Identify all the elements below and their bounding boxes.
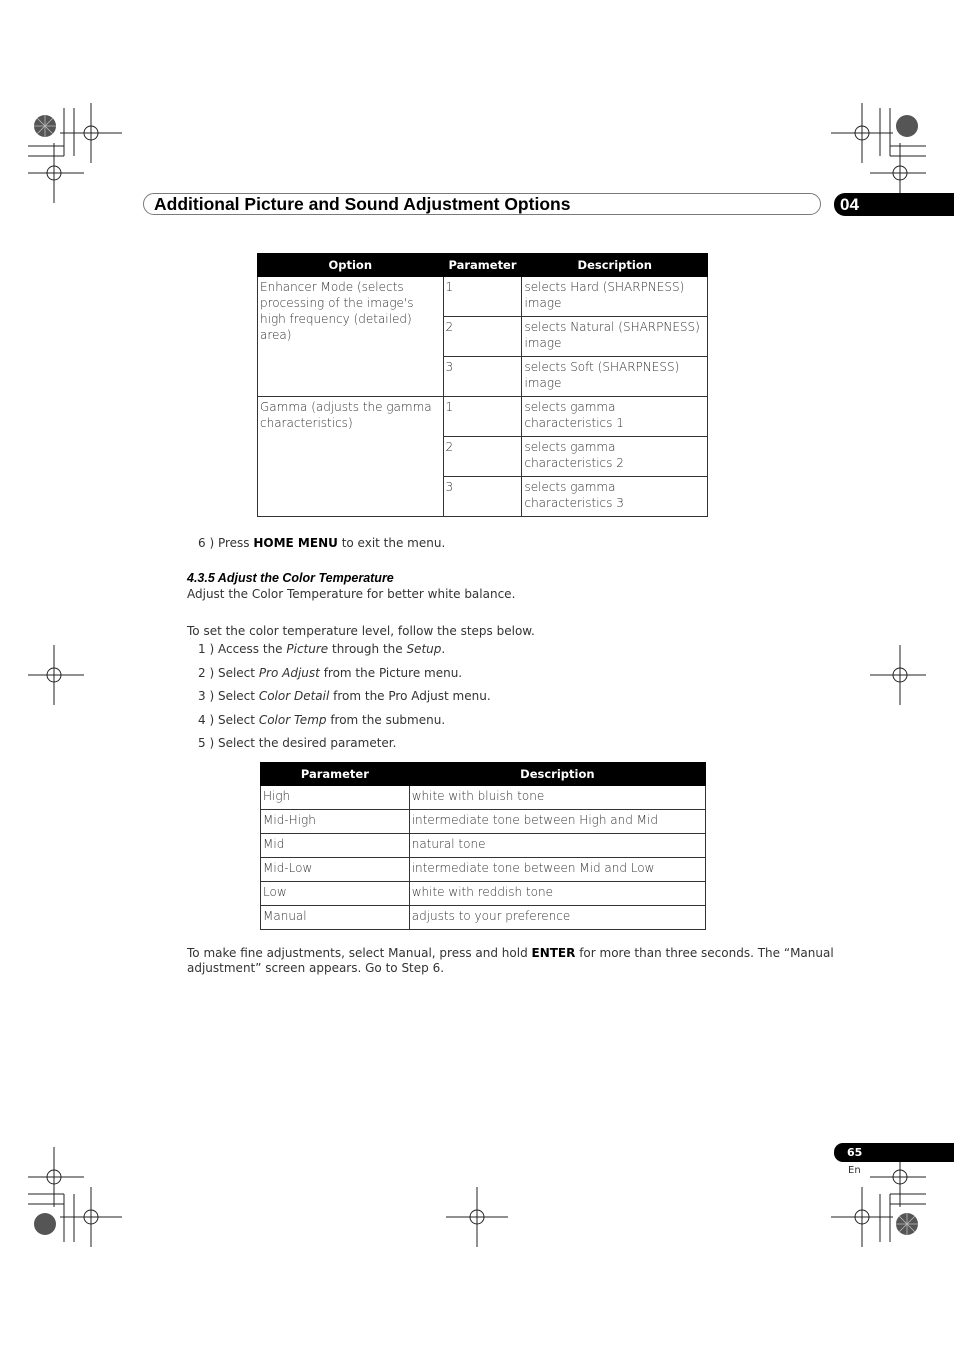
step-text: through the: [328, 642, 407, 656]
description-cell: selects gamma characteristics 2: [522, 437, 708, 477]
options-table: [257, 253, 708, 517]
option-cell: Gamma (adjusts the gamma characteristics): [258, 397, 444, 517]
table-row: [261, 810, 706, 834]
parameter-cell: 2: [443, 317, 522, 357]
step-5: [198, 736, 396, 751]
step-number: 4 ): [198, 713, 215, 727]
description-cell: selects Natural (SHARPNESS) image: [522, 317, 708, 357]
parameter-cell: 1: [443, 277, 522, 317]
parameter-cell: Low: [261, 882, 410, 906]
step-text: Select the desired parameter.: [217, 736, 397, 750]
step-text: Select: [217, 666, 259, 680]
description-cell: selects Soft (SHARPNESS) image: [522, 357, 708, 397]
description-cell: intermediate tone between High and Mid: [409, 810, 705, 834]
step-text: from the Picture menu.: [319, 666, 463, 680]
parameter-cell: 2: [443, 437, 522, 477]
menu-term: Pro Adjust: [258, 666, 320, 680]
parameter-cell: 3: [443, 477, 522, 517]
step-text: Access the: [217, 642, 287, 656]
parameter-cell: Manual: [261, 906, 410, 930]
description-cell: selects gamma characteristics 1: [522, 397, 708, 437]
page-title: Additional Picture and Sound Adjustment Options: [154, 194, 571, 214]
description-cell: selects gamma characteristics 3: [522, 477, 708, 517]
menu-term: Picture: [286, 642, 329, 656]
table-row: [261, 906, 706, 930]
step-6: [198, 536, 445, 551]
table-row: [261, 882, 706, 906]
fine-adjust-note-line2: adjustment” screen appears. Go to Step 6.: [187, 961, 445, 975]
table-row: [261, 858, 706, 882]
description-cell: intermediate tone between Mid and Low: [409, 858, 705, 882]
parameter-cell: Mid: [261, 834, 410, 858]
table-row: [258, 397, 708, 437]
language-label: En: [848, 1165, 861, 1176]
key-label: HOME MENU: [253, 536, 338, 550]
parameter-cell: High: [261, 786, 410, 810]
description-cell: natural tone: [409, 834, 705, 858]
step-2: [198, 666, 462, 681]
menu-term: Setup: [406, 642, 442, 656]
step-text: Select: [217, 689, 259, 703]
step-text: Select: [217, 713, 259, 727]
description-cell: white with reddish tone: [409, 882, 705, 906]
step-number: 2 ): [198, 666, 215, 680]
option-cell: Enhancer Mode (selects processing of the image's high frequency (detailed) area): [258, 277, 444, 397]
header-parameter: Parameter: [443, 254, 522, 277]
header-description: Description: [409, 763, 705, 786]
step-text: Press: [217, 536, 254, 550]
header-parameter: Parameter: [261, 763, 410, 786]
parameter-cell: 1: [443, 397, 522, 437]
chapter-number: 04: [840, 195, 859, 214]
description-cell: selects Hard (SHARPNESS) image: [522, 277, 708, 317]
step-text: from the submenu.: [326, 713, 446, 727]
header-option: Option: [258, 254, 444, 277]
table-row: [261, 834, 706, 858]
page-number: 65: [847, 1146, 863, 1159]
table-row: [258, 277, 708, 317]
section-intro: Adjust the Color Temperature for better white balance.: [187, 587, 516, 601]
section-heading: 4.3.5 Adjust the Color Temperature: [187, 571, 394, 585]
step-text: from the Pro Adjust menu.: [329, 689, 491, 703]
step-text: to exit the menu.: [337, 536, 446, 550]
parameter-cell: 3: [443, 357, 522, 397]
key-label: ENTER: [531, 946, 576, 960]
menu-term: Color Detail: [258, 689, 330, 703]
section-lead: To set the color temperature level, follow the steps below.: [187, 624, 535, 638]
note-text: for more than three seconds. The “Manual: [575, 946, 834, 960]
description-cell: white with bluish tone: [409, 786, 705, 810]
step-3: [198, 689, 491, 704]
step-number: 6 ): [198, 536, 215, 550]
description-cell: adjusts to your preference: [409, 906, 705, 930]
menu-term: Color Temp: [258, 713, 327, 727]
step-number: 3 ): [198, 689, 215, 703]
step-number: 5 ): [198, 736, 215, 750]
parameter-cell: Mid-High: [261, 810, 410, 834]
header-description: Description: [522, 254, 708, 277]
step-text: .: [441, 642, 446, 656]
color-temp-table: [260, 762, 706, 930]
fine-adjust-note: [187, 946, 834, 961]
step-4: [198, 713, 445, 728]
step-number: 1 ): [198, 642, 215, 656]
table-row: [261, 786, 706, 810]
note-text: To make fine adjustments, select Manual, press and hold: [187, 946, 532, 960]
step-1: [198, 642, 445, 657]
parameter-cell: Mid-Low: [261, 858, 410, 882]
